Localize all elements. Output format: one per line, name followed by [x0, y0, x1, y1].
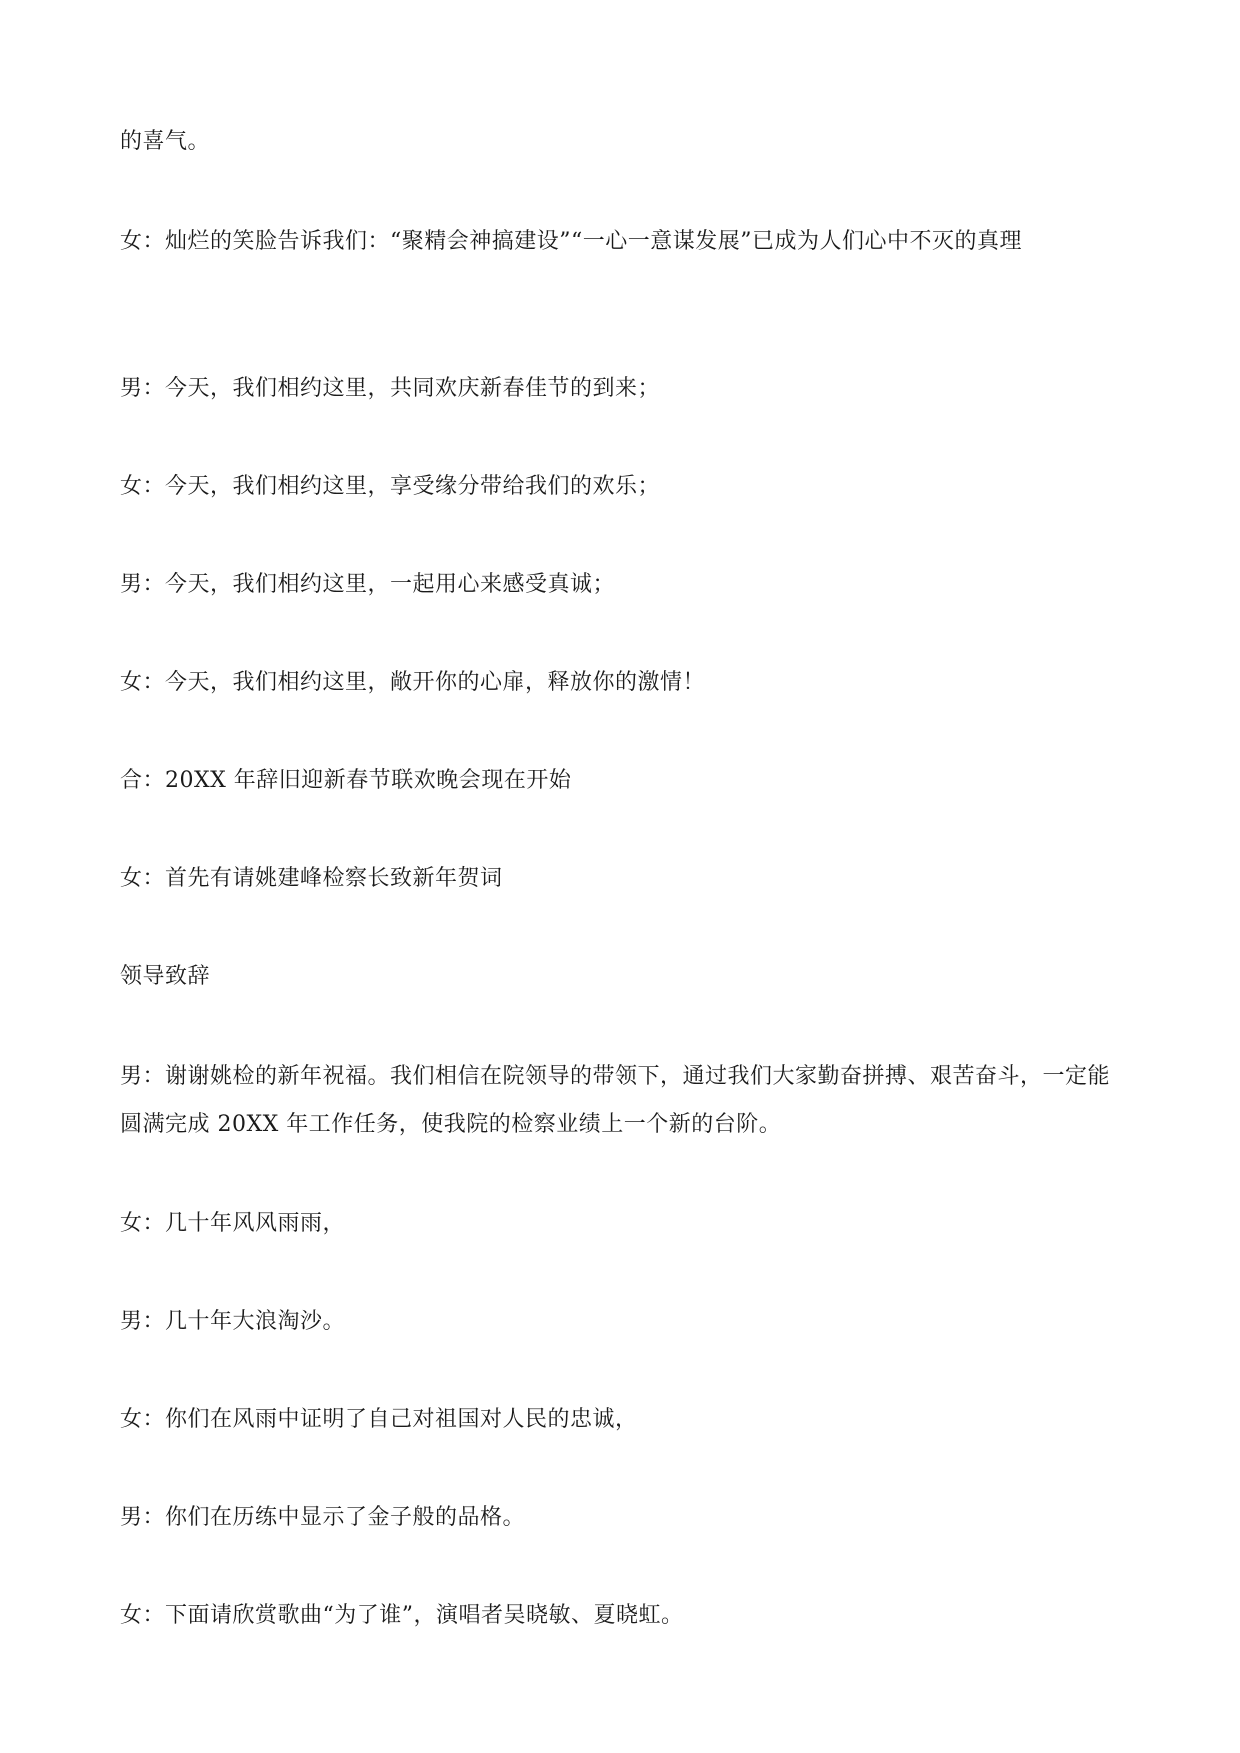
paragraph: 男：今天，我们相约这里，一起用心来感受真诚；: [120, 572, 616, 597]
paragraph: 男：谢谢姚检的新年祝福。我们相信在院领导的带领下，通过我们大家勤奋拼搏、艰苦奋斗，一定能圆满完成 20XX 年工作任务，使我院的检察业绩上一个新的台阶。: [120, 1064, 1111, 1137]
paragraph: 男：今天，我们相约这里，共同欢庆新春佳节的到来；: [120, 376, 661, 401]
paragraph: 女：今天，我们相约这里，享受缘分带给我们的欢乐；: [120, 474, 661, 499]
paragraph: 男：几十年大浪淘沙。: [120, 1309, 346, 1334]
paragraph: 女：首先有请姚建峰检察长致新年贺词: [120, 866, 503, 891]
paragraph: 女：灿烂的笑脸告诉我们：“聚精会神搞建设”“一心一意谋发展”已成为人们心中不灭的真理: [120, 229, 1022, 254]
paragraph: 女：今天，我们相约这里，敞开你的心扉，释放你的激情！: [120, 670, 706, 695]
paragraph: 女：几十年风风雨雨，: [120, 1211, 346, 1236]
paragraph: 合：20XX 年辞旧迎新春节联欢晚会现在开始: [120, 768, 572, 793]
paragraph: 女：你们在风雨中证明了自己对祖国对人民的忠诚，: [120, 1407, 638, 1432]
section-heading: 领导致辞: [120, 964, 211, 989]
paragraph: 男：你们在历练中显示了金子般的品格。: [120, 1505, 526, 1530]
paragraph: 女：下面请欣赏歌曲“为了谁”，演唱者吴晓敏、夏晓虹。: [120, 1603, 684, 1628]
paragraph: 的喜气。: [120, 129, 211, 154]
